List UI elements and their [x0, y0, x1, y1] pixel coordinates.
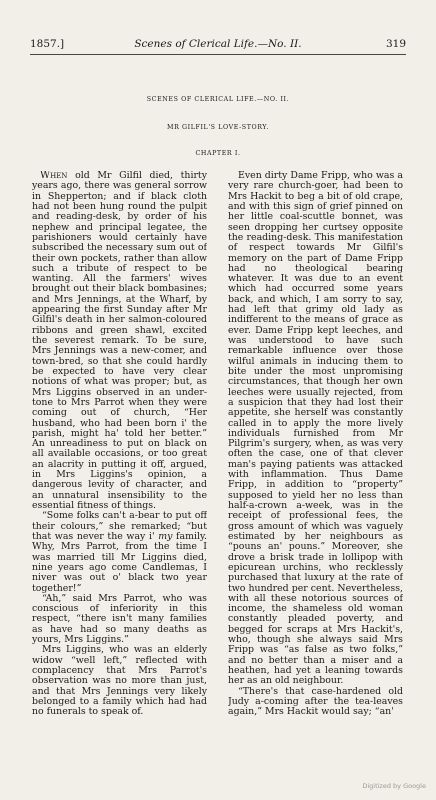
- paragraph-text: old Mr Gilfil died, thirty years ago, there was general sorrow in Shepperton; and if black cloth had not been hung round the pulpit and reading-desk, by order of his nephew and principal legatee, the parishioners would certainly have subscribed the necessary sum out of their own pockets, rather than allow such a tribute of respect to be wanting. All the farmers' wives brought out their black bombasines; and Mrs Jennings, at the Wharf, by appearing the first Sunday after Mr Gilfil's death in her salmon-coloured ribbons and green shawl, excited the severest remark. To be sure, Mrs Jennings was a new-comer, and town-bred, so that she could hardly be expected to have very clear notions of what was proper; but, as Mrs Liggins observed in an under-tone to Mrs Parrot when they were coming out of church, “Her husband, who had been born i' the parish, might ha' told her better.” An unreadiness to put on black on all available occasions, or too great an alacrity in putting it off, argued, in Mrs Liggins's opinion, a dangerous levity of character, and an unnatural insensibility to the essential fitness of things.: [32, 171, 207, 511]
- paragraph: Mrs Liggins, who was an elderly widow “well left,” reflected with complacency that Mrs Parrot's observation was no more than just, and that Mrs Jennings very likely belonged to a family which had had no funerals to speak of.: [32, 644, 207, 718]
- series-heading: SCENES OF CLERICAL LIFE.—NO. II.: [146, 96, 290, 103]
- chapter-heading: CHAPTER I.: [195, 150, 241, 157]
- header-running-title: Scenes of Clerical Life.—No. II.: [134, 38, 302, 50]
- drop-word: When: [40, 171, 68, 181]
- paragraph-text: family. Why, Mrs Parrot, from the time I was married till Mr Liggins died, nine years ago come Candlemas, I niver was out o' black two year together!”: [32, 530, 207, 594]
- header-year: 1857.]: [30, 38, 65, 50]
- left-column: [32, 171, 207, 751]
- emphasis: my: [158, 530, 173, 542]
- right-column: [228, 171, 403, 751]
- paragraph: “There's that case-hardened old Judy a-coming after the tea-leaves again,” Mrs Hackit would say; “an': [228, 685, 403, 718]
- paragraph: “Ah,” said Mrs Parrot, who was conscious of inferiority in this respect, “there isn't many families as have had so many deaths as yours, Mrs Liggins.”: [32, 592, 207, 646]
- paragraph-text: “Some folks can't a-bear to put off their colours,” she remarked; “but that was never the way i': [32, 510, 207, 542]
- running-header: [30, 37, 406, 51]
- page-number: 319: [385, 38, 406, 50]
- story-title: MR GILFIL'S LOVE-STORY.: [167, 124, 269, 131]
- header-rule: [30, 54, 406, 55]
- paragraph: [32, 511, 207, 594]
- digitization-watermark: Digitized by Google: [362, 782, 426, 790]
- paragraph: [32, 171, 207, 511]
- paragraph: Even dirty Dame Fripp, who was a very rare church-goer, had been to Mrs Hackit to beg a bit of old crape, and with this sign of grief pinned on her little coal-scuttle bonnet, was seen dropping her curtsey opposite the reading-desk. This manifestation of respect towards Mr Gilfil's memory on the part of Dame Fripp had no theological bearing whatever. It was due to an event which had occurred some years back, and which, I am sorry to say, had left that grimy old lady as indifferent to the means of grace as ever. Dame Fripp kept leeches, and was understood to have such remarkable influence over those wilful animals in inducing them to bite under the most unpromising circumstances, that though her own leeches were usually rejected, from a suspicion that they had lost their appetite, she herself was constantly called in to apply the more lively individuals furnished from Mr Pilgrim's surgery, when, as was very often the case, one of that clever man's paying patients was attacked with inflammation. Thus Dame Fripp, in addition to “property” supposed to yield her no less than half-a-crown a-week, was in the receipt of professional fees, the gross amount of which was vaguely estimated by her neighbours as “pouns an' pouns.” Moreover, she drove a brisk trade in lollipop with epicurean urchins, who recklessly purchased that luxury at the rate of two hundred per cent. Nevertheless, with all these notorious sources of income, the shameless old woman constantly pleaded poverty, and begged for scraps at Mrs Hackit's, who, though she always said Mrs Fripp was “as false as two folks,” and no better than a miser and a heathen, had yet a leaning towards her as an old neighbour.: [228, 171, 403, 687]
